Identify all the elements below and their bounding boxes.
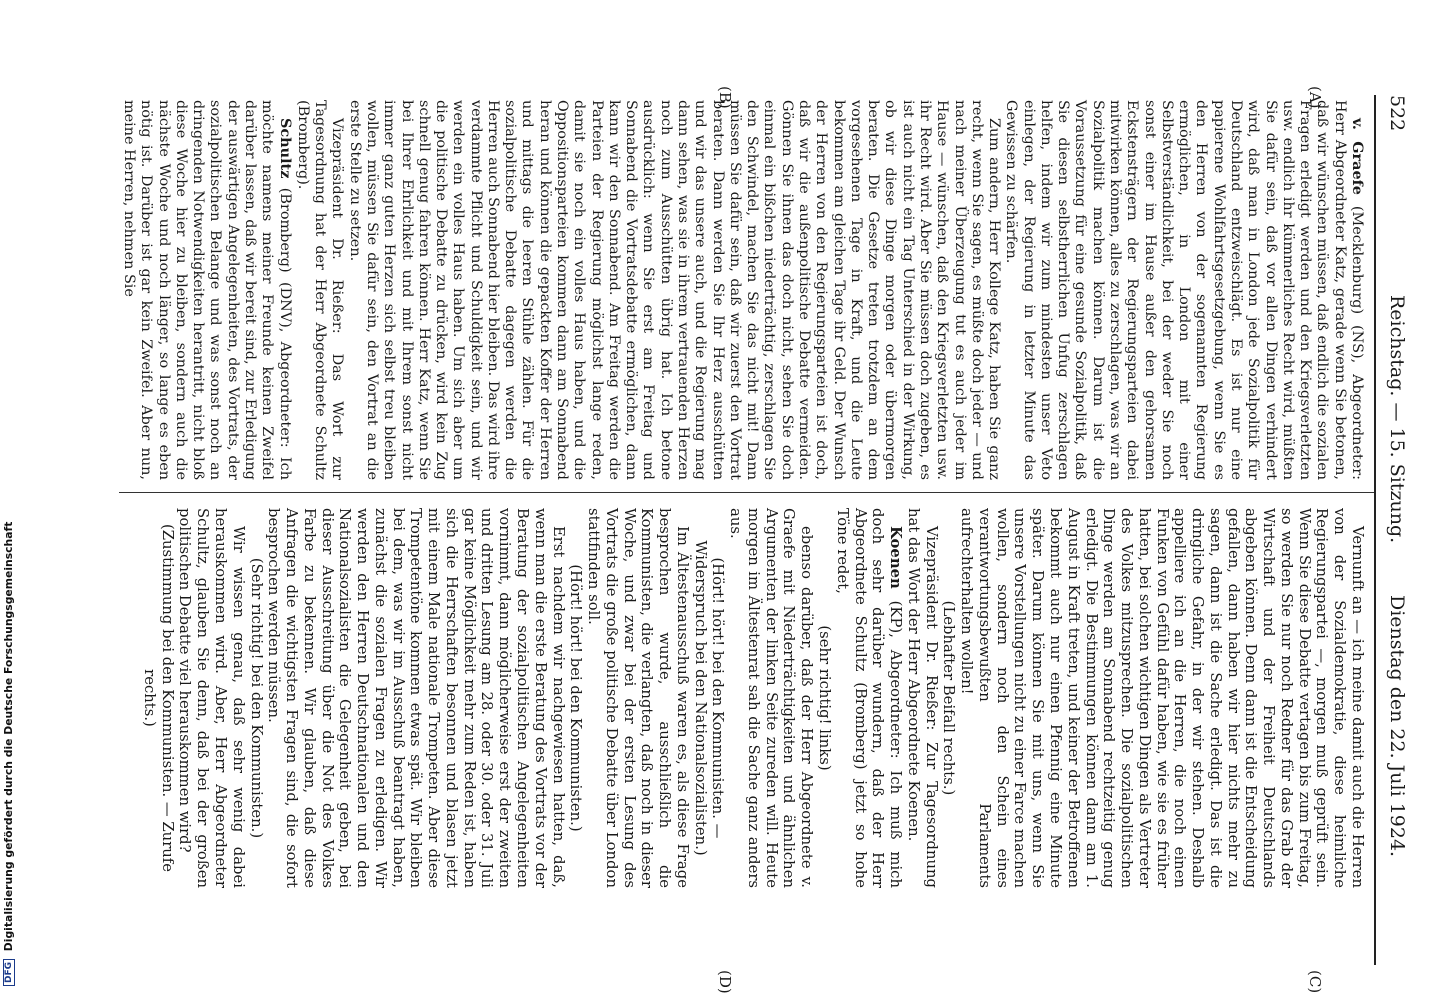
header-title: Reichstag. — 15. Sitzung.	[1386, 295, 1408, 544]
paragraph-text: (Sehr richtig! bei den Kommunisten.)	[247, 557, 265, 839]
paragraph	[833, 508, 904, 888]
paragraph	[176, 508, 247, 888]
paragraph-text: (sehr richtig! links)	[816, 625, 834, 771]
paragraph-text: Vizepräsident Dr. Rießer: Zur Tagesordnung hat das Wort der Herr Abgeordnete Koenen.	[904, 508, 940, 888]
stage-direction	[567, 508, 585, 888]
stage-direction	[247, 508, 265, 888]
paragraph	[957, 508, 1366, 888]
column-divider	[119, 492, 1374, 493]
paragraph-text: (Bromberg) (DNV), Abgeordneter: Ich möchte namens meiner Freunde keinen Zweifel darüber lassen, daß wir bereit sind, zur Erledigung der auswärtigen Angelegenheiten, des Vortrats, der sozialpolitischen Belange und was sonst noch an dringenden Notwendigkeiten herantritt, nicht bloß diese Woche hier zu bleiben, sondern auch die nächste Woche und noch länger, so lange es eben nötig ist. Darüber ist gar kein Zweifel. Aber nun, meine Herren, nehmen Sie	[121, 100, 293, 480]
paragraph-text: (KP), Abgeordneter: Ich muß mich doch sehr darüber wundern, daß der Herr Abgeordnete Schultz (Bromberg) jetzt so hohe Töne redet,	[833, 508, 905, 888]
paragraph-text: (Mecklenburg) (NS), Abgeordneter: Herr Abgeordneter Katz, gerade wenn Sie betonen, daß wir wünschen müssen, daß endlich die sozialen Fragen erledigt werden und den Kriegsverletzten usw. endlich ihr kümmerliches Recht wird, müßten Sie dafür sein, daß vor allen Dingen verhindert wird, daß man in London jede Sozialpolitik für Deutschland entzweischlägt. Es ist nur eine papierene Wohlfahrtsgesetzgebung, wenn Sie es den Herren von der sogenannten Regierung ermöglichen, in London mit einer Selbstverständlichkeit, bei der weder Sie noch sonst einer im Hause außer den gehorsamen Eckstensträgern der Regierungsparteien dabei mitwirken können, alles zu zerschlagen, was wir an Sozialpolitik machen können. Darum ist die Voraussetzung für eine gesunde Sozialpolitik, daß Sie diesen selbstherrlichen Unfug zerschlagen helfen, indem wir zum mindesten unser Veto einlegen, der Regierung in letzter Minute das Gewissen zu schärfen.	[1003, 100, 1365, 480]
paragraph	[345, 100, 1002, 480]
paragraph-text: Vernunft an — ich meine damit auch die Herren von der Sozialdemokratie, diese heimliche Regierungspartei —, morgen muß geprüft sein. Wenn Sie diese Debatte vertagen bis zum Freitag, so werden Sie nur noch Redner für das Grab der Wirtschaft und der Freiheit Deutschlands abgeben können. Denn dann ist die Entscheidung gefallen, dann haben wir hier nichts mehr zu sagen, dann ist die Sache erledigt. Das ist die dringliche Gefahr, in der wir stehen. Deshalb appelliere ich an die Herren, die noch einen Funken von Gefühl dafür haben, wie sie es früher hatten, bei solchen wichtigen Dingen als Vertreter des Volkes mitzusprechen. Die sozialpolitischen Dinge werden am Sonnabend rechtzeitig genug erledigt. Die Bestimmungen können dann am 1. August in Kraft treten, und keiner der Betroffenen bekommt auch nur einen Pfennig eine Minute später. Darum können Sie mit uns, wenn Sie unsere Vorstellungen nicht zu einer Farce machen wollen, sondern noch den Schein eines verantwortungsbewußten Parlaments aufrechterhalten wollen!	[958, 508, 1366, 888]
margin-mark-d: (D)	[716, 970, 734, 994]
speaker-name: Koenen	[887, 526, 905, 589]
page-header	[1380, 95, 1414, 965]
right-column	[140, 508, 1366, 888]
speaker-name: Schultz	[276, 118, 294, 179]
stage-direction	[940, 508, 958, 888]
paragraph	[1002, 100, 1366, 480]
paragraph	[265, 508, 567, 888]
paragraph-text: ebenso darüber, daß der Herr Abgeordnete v. Graefe mit Niederträchtigkeiten und ähnlichen Argumenten der linken Seite zureden will. Heute morgen im Ältestenrat sah die Sache ganz anders aus.	[727, 508, 816, 888]
stage-direction	[815, 508, 833, 888]
paragraph	[584, 508, 691, 888]
paragraph-text: Im Ältestenausschuß waren es, als diese Frage besprochen wurde, ausschließlich die Kommunisten, die verlangten, daß noch in dieser Woche, und zwar bei der ersten Lesung des Vortrats die große politische Debatte über London stattfinden soll.	[585, 508, 691, 888]
paragraph-text: Zum andern, Herr Kollege Katz, haben Sie ganz recht, wenn Sie sagen, es müßte doch jeder — und nach meiner Überzeugung tut es auch jeder im Hause — wünschen, daß den Kriegsverletzten usw. ihr Recht wird. Aber Sie müssen doch zugeben, es ist auch nicht ein Tag Unterschied in der Wirkung, ob wir diese Dinge morgen oder übermorgen beraten. Die Gesetze treten trotzdem an dem vorgesehenen Tage in Kraft, und die Leute bekommen am gleichen Tage ihr Geld. Der Wunsch der Herren von den Regierungsparteien ist doch, daß wir die außenpolitische Debatte vermeiden. Gönnen Sie ihnen das doch nicht, sehen Sie doch einmal ein bißchen niederträchtig, zerschlagen Sie den Schwindel, machen Sie das nicht mit! Dann müssen Sie dafür sein, daß wir zuerst den Vortrat beraten. Dann werden Sie Ihr Herz ausschütten und wir das unsere auch, und die Regierung mag dann sehen, was sie in ihrem vertrauenden Herzen noch zum Ausschütten übrig hat. Ich betone ausdrücklich: wenn Sie erst am Freitag und Sonnabend die Vortratsdebatte ermöglichen, dann kann wir den Sonnabend. Am Freitag werden die Parteien der Regierung möglichst lange reden, damit sie noch ein volles Haus haben, und die Oppositionsparteien kommen dann am Sonnabend heran und können die gepackten Koffer der Herren und mittags die leeren Stühle zählen. Für die sozialpolitische Debatte dagegen werden die Herren auch Sonnabend hier bleiben. Das wird ihre verdammte Pflicht und Schuldigkeit sein, und wir werden ein volles Haus haben. Um sich aber um die politische Debatte zu drücken, wird kein Zug schnell genug fahren können. Herr Katz, wenn Sie bei Ihrer Ehrlichkeit und mit Ihrem sonst nicht immer ganz guten Herzen sich selbst treu bleiben wollen, müssen Sie dafür sein, den Vortrat an die erste Stelle zu setzen.	[346, 100, 1003, 480]
paragraph-text: (Zustimmung bei den Kommunisten. — Zurufe rechts.)	[140, 523, 176, 873]
paragraph	[726, 508, 815, 888]
page-number: 522	[1386, 95, 1408, 132]
digitization-credit	[2, 14, 18, 986]
left-column	[120, 100, 1366, 480]
paragraph-text: Vizepräsident Dr. Rießer: Das Wort zur Tagesordnung hat der Herr Abgeordnete Schultz (Bromberg).	[294, 100, 346, 480]
margin-mark-b: (B)	[716, 86, 734, 109]
paragraph	[120, 100, 294, 480]
margin-mark-a: (A)	[1306, 86, 1324, 109]
paragraph-text: (Lebhafter Beifall rechts.)	[940, 600, 958, 796]
paragraph-text: Erst nachdem wir nachgewiesen hatten, daß, wenn man die erste Beratung des Vortrats vor der Beratung der sozialpolitischen Angelegenheiten vornimmt, dann möglicherweise erst der zweiten und dritten Lesung am 28. oder 30. oder 31. Juli gar keine Möglichkeit mehr zum Reden ist, haben sich die Herrschaften besonnen und blasen jetzt mit einem Male nationale Trompeten. Aber diese Trompetentöne kommen etwas spät. Wir bleiben bei dem, was wir im Ausschuß beantragt haben, zunächst die sozialen Fragen zu erledigen. Wir werden den Herren Deutschnationalen und den Nationalsozialisten die Gelegenheit geben, bei dieser Ausschreitung über die Not des Volkes Farbe zu bekennen. Wir glauben, daß diese Anfragen die wichtigsten Fragen sind, die sofort besprochen werden müssen.	[265, 508, 567, 888]
paragraph-text: (Hört! hört! bei den Kommunisten. — Widerspruch bei den Nationalsozialisten.)	[691, 540, 727, 856]
stage-direction	[691, 508, 727, 888]
credit-text: Digitalisierung gefördert durch die Deutsche Forschungsgemeinschaft	[2, 521, 15, 952]
margin-mark-c: (C)	[1306, 970, 1324, 994]
header-date: Dienstag den 22. Juli 1924.	[1386, 595, 1408, 858]
header-rule	[1374, 95, 1376, 965]
paragraph	[294, 100, 346, 480]
paragraph	[904, 508, 940, 888]
speaker-name: v. Graefe	[1349, 118, 1366, 195]
paragraph-text: Wir wissen genau, daß sehr wenig dabei herauskommen wird. Aber, Herr Abgeordneter Schultz, glauben Sie denn, daß bei der großen politischen Debatte viel herauskommen wird?	[176, 508, 247, 888]
stage-direction	[140, 508, 176, 888]
dfg-logo: DFG	[3, 959, 15, 986]
paragraph-text: (Hört! hört! bei den Kommunisten.)	[567, 564, 585, 832]
